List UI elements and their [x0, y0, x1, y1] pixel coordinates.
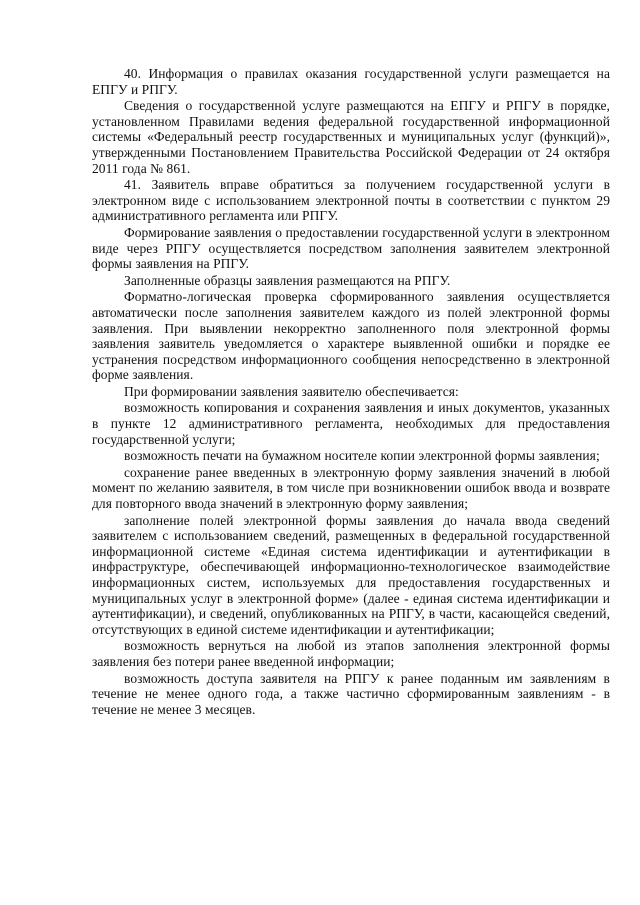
- paragraph-41: 41. Заявитель вправе обратиться за получением государственной услуги в электронном виде с использованием электронной почты в соответствии с пунктом 29 административного регламента или РПГУ.: [92, 177, 610, 224]
- paragraph-40: 40. Информация о правилах оказания государственной услуги размещается на ЕПГУ и РПГУ.: [92, 66, 610, 97]
- list-item-prefill: заполнение полей электронной формы заявления до начала ввода сведений заявителем с использованием сведений, размещенных в федеральной государственной информационной системе «Единая система идентификации и аутентификации в инфраструктуре, обеспечивающей информационно-технологическое взаимодействие информационных систем, используемых для предоставления государственных и муниципальных услуг в электронной форме» (далее - единая система идентификации и аутентификации), и сведений, опубликованных на РПГУ, в части, касающейся сведений, отсутствующих в единой системе идентификации и аутентификации;: [92, 512, 610, 637]
- paragraph-list-intro: При формировании заявления заявителю обеспечивается:: [124, 383, 459, 399]
- list-item-access-history: возможность доступа заявителя на РПГУ к ранее поданным им заявлениям в течение не менее одного года, а также частично сформированным заявлениям - в течение не менее 3 месяцев.: [92, 670, 610, 717]
- list-item-save-values: сохранение ранее введенных в электронную форму заявления значений в любой момент по желанию заявителя, в том числе при возникновении ошибок ввода и возврате для повторного ввода значений в электронную форму заявления;: [92, 464, 610, 512]
- list-item-print: возможность печати на бумажном носителе копии электронной формы заявления;: [124, 448, 600, 464]
- paragraph-samples: Заполненные образцы заявления размещаются на РПГУ.: [124, 272, 451, 288]
- paragraph-info-placement: Сведения о государственной услуге размещаются на ЕПГУ и РПГУ в порядке, установленном Правилами ведения федеральной государственной информационной системы «Федеральный реестр государственных и муниципальных услуг (функций)», утвержденными Постановлением Правительства Российской Федерации от 24 октября 2011 года № 861.: [92, 98, 610, 176]
- paragraph-form-filling: Формирование заявления о предоставлении государственной услуги в электронном виде через РПГУ осуществляется посредством заполнения заявителем электронной формы заявления на РПГУ.: [92, 224, 610, 272]
- list-item-copy-save: возможность копирования и сохранения заявления и иных документов, указанных в пункте 12 административного регламента, необходимых для предоставления государственной услуги;: [92, 400, 610, 447]
- paragraph-format-check: Форматно-логическая проверка сформированного заявления осуществляется автоматически после заполнения заявителем каждого из полей электронной формы заявления. При выявлении некорректно заполненного поля электронной формы заявления заявитель уведомляется о характере выявленной ошибки и порядке ее устранения посредством информационного сообщения непосредственно в электронной форме заявления.: [92, 289, 610, 383]
- list-item-return-step: возможность вернуться на любой из этапов заполнения электронной формы заявления без потери ранее введенной информации;: [92, 638, 610, 669]
